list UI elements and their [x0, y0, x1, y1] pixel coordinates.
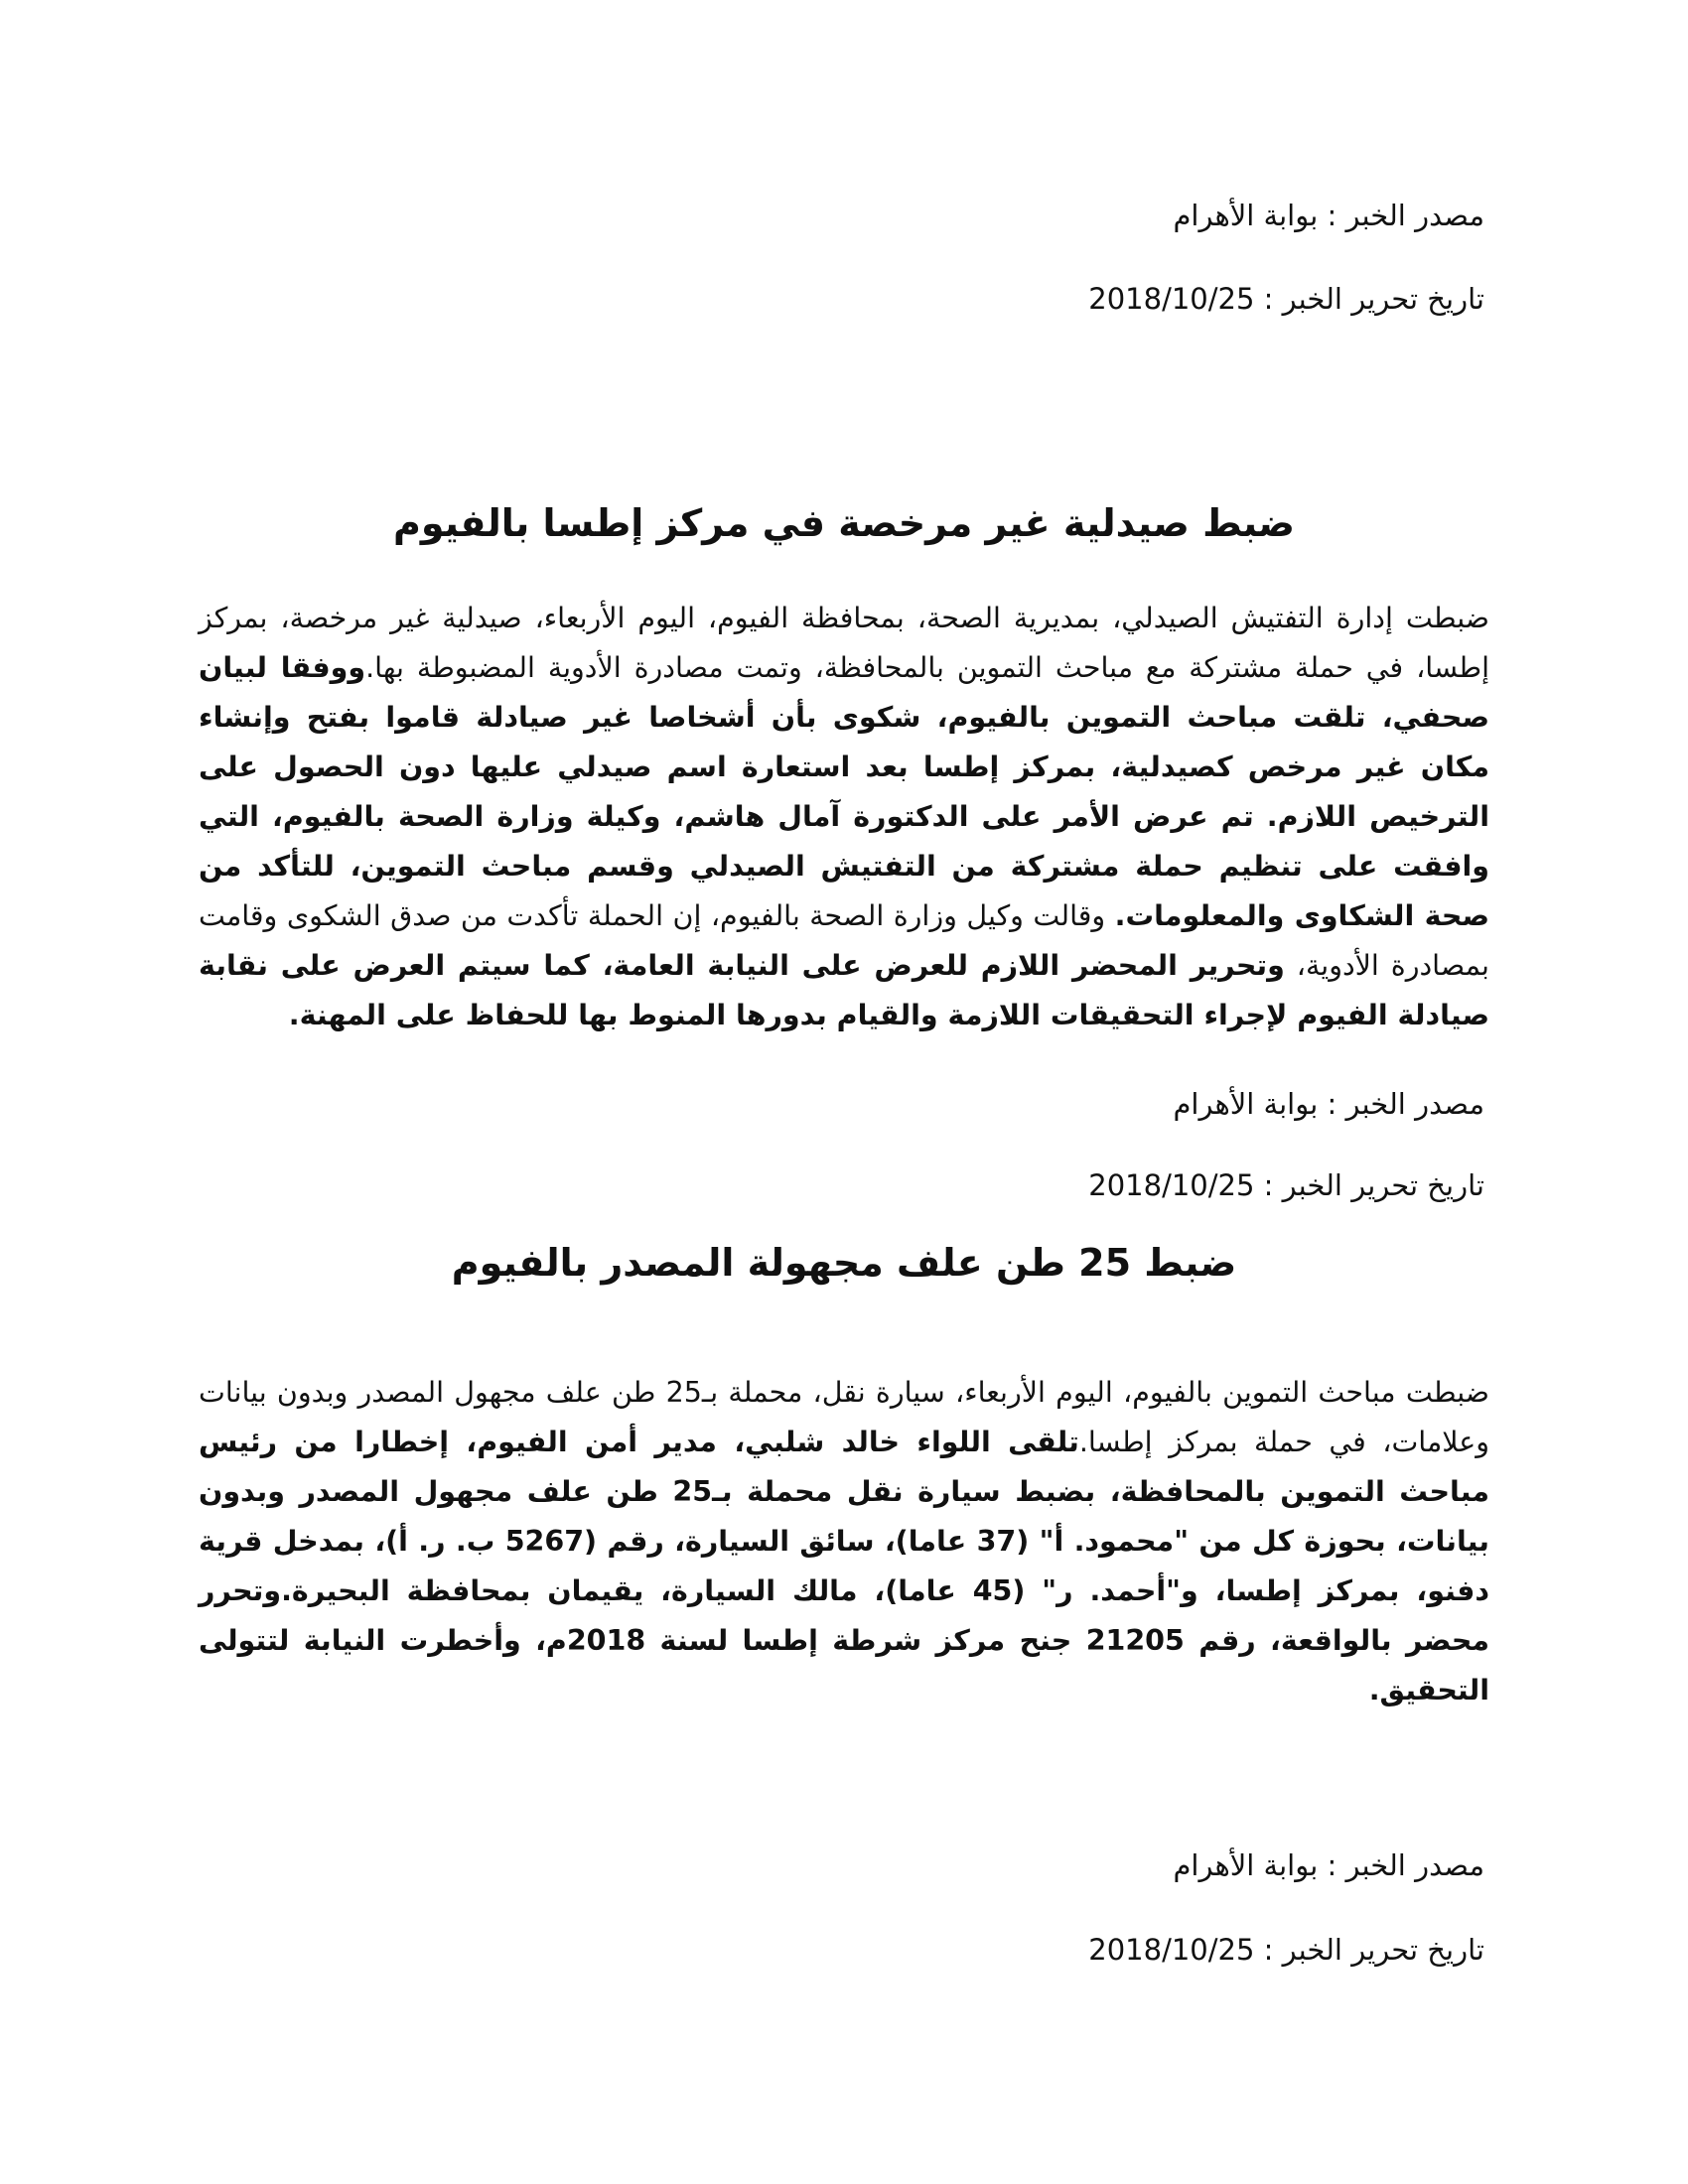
- article-1-body: [199, 594, 1489, 1040]
- article-1-body-part-2: ووفقا لبيان صحفي، تلقت مباحث التموين بالفيوم، شكوى بأن أشخاصا غير صيادلة قاموا بفتح وإنشاء مكان غير مرخص كصيدلية، بمركز إطسا بعد استعارة اسم صيدلي عليها دون الحصول على الترخيص اللازم. تم عرض الأمر على الدكتورة آمال هاشم، وكيلة وزارة الصحة بالفيوم، التي وافقت على تنظيم حملة مشتركة من التفتيش الصيدلي وقسم مباحث التموين، للتأكد من صحة الشكاوى والمعلومات.: [199, 651, 1490, 932]
- news-date-value: 2018/10/25: [1088, 1933, 1255, 1967]
- news-source-line-3: [1173, 1848, 1484, 1883]
- news-source-text: مصدر الخبر : بوابة الأهرام: [1173, 1848, 1484, 1882]
- news-source-text: مصدر الخبر : بوابة الأهرام: [1173, 199, 1484, 232]
- news-date-line-2: [1088, 1168, 1484, 1203]
- news-source-line-1: [1173, 199, 1484, 233]
- article-1-body-part-1: ضبطت إدارة التفتيش الصيدلي، بمديرية الصحة، بمحافظة الفيوم، اليوم الأربعاء، صيدلية غير مرخصة، بمركز إطسا، في حملة مشتركة مع مباحث التموين بالمحافظة، وتمت مصادرة الأدوية المضبوطة بها.: [199, 602, 1489, 684]
- article-2-title: ضبط 25 طن علف مجهولة المصدر بالفيوم: [451, 1241, 1237, 1285]
- news-date-label: تاريخ تحرير الخبر :: [1263, 1168, 1484, 1202]
- article-2-body: [199, 1368, 1489, 1715]
- article-1-title: ضبط صيدلية غير مرخصة في مركز إطسا بالفيوم: [392, 501, 1295, 545]
- news-date-label: تاريخ تحرير الخبر :: [1263, 282, 1484, 316]
- news-date-value: 2018/10/25: [1088, 282, 1255, 316]
- article-1-body-part-4: وتحرير المحضر اللازم للعرض على النيابة العامة، كما سيتم العرض على نقابة صيادلة الفيوم لإجراء التحقيقات اللازمة والقيام بدورها المنوط بها للحفاظ على المهنة.: [199, 949, 1489, 1031]
- news-date-line-1: [1088, 282, 1484, 317]
- article-2-body-part-1: ضبطت مباحث التموين بالفيوم، اليوم الأربعاء، سيارة نقل، محملة بـ25 طن علف مجهول المصدر وبدون بيانات وعلامات، في حملة بمركز إطسا.: [199, 1376, 1489, 1458]
- article-2-body-part-2: تلقى اللواء خالد شلبي، مدير أمن الفيوم، إخطارا من رئيس مباحث التموين بالمحافظة، بضبط سيارة نقل محملة بـ25 طن علف مجهول المصدر وبدون بيانات، بحوزة كل من "محمود. أ" (37 عاما)، سائق السيارة، رقم (5267 ب. ر. أ)، بمدخل قرية دفنو، بمركز إطسا، و"أحمد. ر" (45 عاما)، مالك السيارة، يقيمان بمحافظة البحيرة.وتحرر محضر بالواقعة، رقم 21205 جنح مركز شرطة إطسا لسنة 2018م، وأخطرت النيابة لتتولى التحقيق.: [199, 1426, 1490, 1706]
- news-date-label: تاريخ تحرير الخبر :: [1263, 1933, 1484, 1967]
- article-1-body-part-3: وقالت وكيل وزارة الصحة بالفيوم، إن الحملة تأكدت من صدق الشكوى وقامت بمصادرة الأدوية،: [199, 899, 1489, 982]
- news-source-text: مصدر الخبر : بوابة الأهرام: [1173, 1087, 1484, 1121]
- news-date-line-3: [1088, 1933, 1484, 1968]
- news-date-value: 2018/10/25: [1088, 1168, 1255, 1202]
- news-source-line-2: [1173, 1087, 1484, 1122]
